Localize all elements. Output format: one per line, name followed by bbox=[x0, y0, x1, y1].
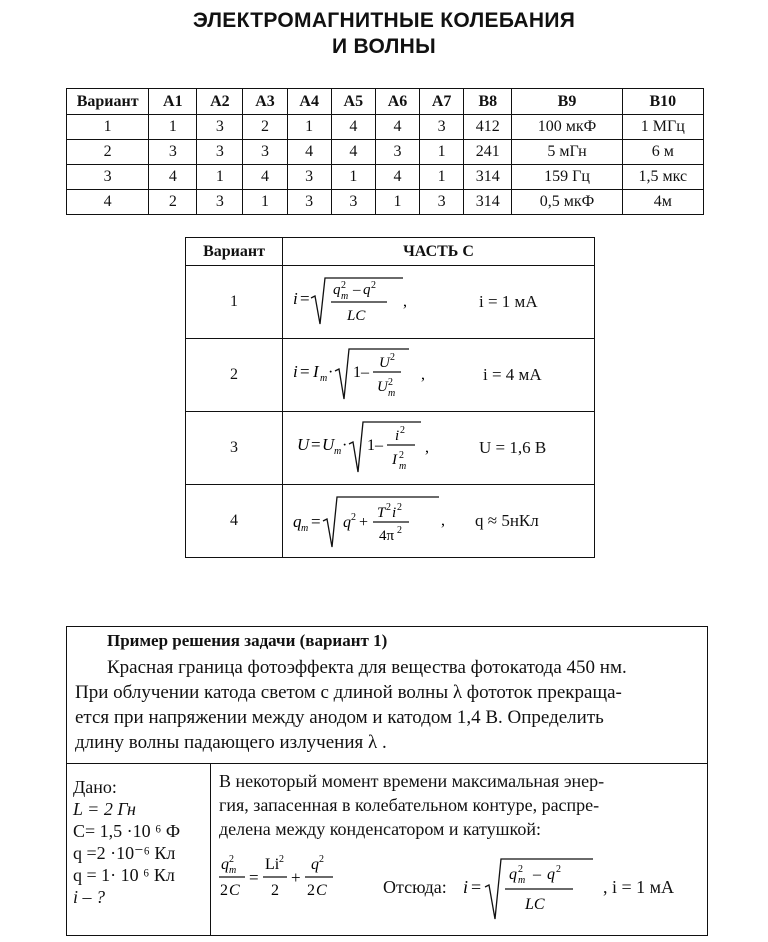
solution-line: В некоторый момент времени максимальная энер- bbox=[219, 771, 605, 791]
svg-text:=: = bbox=[471, 877, 482, 897]
formula-1 bbox=[291, 266, 471, 338]
table-header-row bbox=[67, 89, 704, 115]
svg-text:=: = bbox=[300, 289, 310, 308]
svg-text:q: q bbox=[509, 866, 517, 883]
formula-3 bbox=[291, 412, 471, 484]
svg-text:2: 2 bbox=[279, 854, 284, 865]
svg-text:–: – bbox=[353, 282, 361, 298]
svg-text:1: 1 bbox=[353, 364, 361, 381]
example-box bbox=[66, 626, 708, 936]
svg-text:q: q bbox=[343, 514, 351, 531]
svg-text:2: 2 bbox=[399, 450, 404, 461]
given-item: q = 1· 10 ⁶ Кл bbox=[73, 865, 175, 885]
variant-cell: 4 bbox=[186, 485, 283, 558]
svg-text:q: q bbox=[363, 282, 371, 298]
svg-text:2: 2 bbox=[397, 502, 402, 513]
header-cell: A1 bbox=[149, 89, 197, 115]
page-subtitle: И ВОЛНЫ bbox=[332, 35, 436, 58]
table-cell: 4 bbox=[375, 165, 419, 190]
table-cell: 6 м bbox=[622, 140, 703, 165]
table-cell: 159 Гц bbox=[512, 165, 622, 190]
table-cell: 1 bbox=[67, 115, 149, 140]
svg-text:i: i bbox=[395, 428, 400, 444]
formula-cell bbox=[283, 339, 595, 412]
svg-text:m: m bbox=[229, 865, 237, 876]
table-cell: 1 bbox=[197, 165, 243, 190]
formula-cell bbox=[283, 266, 595, 339]
table-cell: 1 bbox=[420, 165, 464, 190]
table-cell: 4 bbox=[149, 165, 197, 190]
svg-text:U: U bbox=[297, 435, 310, 454]
result-text: q ≈ 5нКл bbox=[475, 511, 539, 530]
svg-text:q: q bbox=[547, 866, 555, 883]
formula-4 bbox=[291, 485, 471, 557]
table-cell: 0,5 мкФ bbox=[512, 190, 622, 215]
header-cell: A2 bbox=[197, 89, 243, 115]
problem-line: ется при напряжении между анодом и катодом 1,4 В. Определить bbox=[75, 707, 604, 728]
svg-text:q: q bbox=[311, 856, 319, 873]
svg-text:2: 2 bbox=[388, 377, 393, 388]
svg-text:LC: LC bbox=[347, 308, 366, 324]
header-cell: A6 bbox=[375, 89, 419, 115]
table-cell: 100 мкФ bbox=[512, 115, 622, 140]
svg-text:U: U bbox=[379, 355, 390, 371]
problem-line: При облучении катода светом с длиной волны λ фототок прекраща- bbox=[75, 682, 622, 703]
svg-text:·: · bbox=[328, 364, 334, 381]
table-cell: 3 bbox=[375, 140, 419, 165]
table-cell: 1 bbox=[287, 115, 331, 140]
table-row bbox=[67, 140, 704, 165]
header-cell: B10 bbox=[622, 89, 703, 115]
svg-text:=: = bbox=[311, 435, 321, 454]
table-cell: 1 bbox=[375, 190, 419, 215]
svg-text:I: I bbox=[392, 452, 397, 468]
svg-text:U: U bbox=[377, 379, 388, 395]
svg-text:2: 2 bbox=[307, 882, 315, 899]
header-variant: Вариант bbox=[186, 238, 283, 266]
table-cell: 241 bbox=[464, 140, 512, 165]
table-cell: 3 bbox=[331, 190, 375, 215]
svg-text:m: m bbox=[334, 446, 342, 457]
table-cell: 4 bbox=[67, 190, 149, 215]
table-cell: 1 МГц bbox=[622, 115, 703, 140]
table-cell: 314 bbox=[464, 165, 512, 190]
svg-text:–: – bbox=[375, 437, 383, 454]
result-text: i = 1 мА bbox=[479, 292, 538, 311]
final-formula bbox=[461, 849, 601, 929]
table-cell: 2 bbox=[243, 115, 287, 140]
header-cell: Вариант bbox=[67, 89, 149, 115]
table-cell: 3 bbox=[420, 190, 464, 215]
svg-text:2: 2 bbox=[371, 280, 376, 291]
given-block bbox=[67, 764, 211, 935]
svg-text:2: 2 bbox=[229, 854, 234, 865]
table-cell: 2 bbox=[149, 190, 197, 215]
svg-text:2: 2 bbox=[556, 864, 561, 875]
final-result: , i = 1 мА bbox=[603, 877, 675, 897]
table-cell: 1,5 мкс bbox=[622, 165, 703, 190]
table-cell: 3 bbox=[243, 140, 287, 165]
table-cell: 3 bbox=[149, 140, 197, 165]
table-cell: 2 bbox=[67, 140, 149, 165]
svg-text:q: q bbox=[333, 282, 341, 298]
variant-cell: 1 bbox=[186, 266, 283, 339]
header-cell: A5 bbox=[331, 89, 375, 115]
svg-text:=: = bbox=[311, 512, 321, 531]
table-cell: 3 bbox=[197, 115, 243, 140]
given-item: L = 2 Гн bbox=[73, 799, 136, 819]
svg-text:q: q bbox=[293, 512, 302, 531]
svg-text:m: m bbox=[518, 875, 526, 886]
table-cell: 4м bbox=[622, 190, 703, 215]
table-row bbox=[186, 339, 595, 412]
svg-text:,: , bbox=[441, 512, 445, 529]
variant-cell: 3 bbox=[186, 412, 283, 485]
svg-text:m: m bbox=[320, 373, 328, 384]
svg-text:4π: 4π bbox=[379, 528, 395, 544]
given-label: Дано: bbox=[73, 777, 117, 797]
result-text: U = 1,6 В bbox=[479, 438, 547, 457]
svg-text:m: m bbox=[399, 461, 407, 472]
table-row bbox=[67, 165, 704, 190]
table-row bbox=[186, 412, 595, 485]
svg-text:q: q bbox=[221, 856, 229, 873]
svg-text:1: 1 bbox=[367, 437, 375, 454]
table-cell: 4 bbox=[243, 165, 287, 190]
table-cell: 3 bbox=[197, 190, 243, 215]
svg-text:2: 2 bbox=[400, 425, 405, 436]
problem-line: длину волны падающего излучения λ . bbox=[75, 732, 387, 753]
svg-text:i: i bbox=[392, 505, 397, 521]
svg-text:C: C bbox=[229, 882, 240, 899]
svg-text:,: , bbox=[425, 439, 429, 456]
energy-equation bbox=[217, 845, 347, 915]
table-row bbox=[67, 190, 704, 215]
svg-text:2: 2 bbox=[386, 502, 391, 513]
svg-text:+: + bbox=[359, 514, 369, 531]
svg-text:–: – bbox=[361, 364, 369, 381]
formula-cell bbox=[283, 485, 595, 558]
svg-text:2: 2 bbox=[319, 854, 324, 865]
svg-text:2: 2 bbox=[341, 280, 346, 291]
svg-text:=: = bbox=[300, 362, 310, 381]
result-text: i = 4 мА bbox=[483, 365, 542, 384]
header-cell: B9 bbox=[512, 89, 622, 115]
formula-cell bbox=[283, 412, 595, 485]
svg-text:i: i bbox=[463, 877, 469, 897]
given-item: C= 1,5 ·10 ⁶ Ф bbox=[73, 821, 181, 841]
svg-text:,: , bbox=[421, 366, 425, 383]
table-cell: 412 bbox=[464, 115, 512, 140]
svg-text:m: m bbox=[341, 291, 349, 302]
svg-text:·: · bbox=[342, 437, 348, 454]
svg-text:2: 2 bbox=[397, 525, 402, 536]
part-c-table bbox=[185, 237, 595, 558]
answers-table bbox=[66, 88, 704, 215]
svg-text:i: i bbox=[293, 289, 298, 308]
svg-text:U: U bbox=[322, 435, 335, 454]
svg-text:m: m bbox=[301, 523, 309, 534]
table-cell: 4 bbox=[331, 140, 375, 165]
header-part-c: ЧАСТЬ С bbox=[283, 238, 595, 266]
table-cell: 4 bbox=[287, 140, 331, 165]
table-cell: 3 bbox=[287, 165, 331, 190]
svg-text:=: = bbox=[249, 868, 259, 887]
table-row bbox=[67, 115, 704, 140]
header-cell: A7 bbox=[420, 89, 464, 115]
svg-text:2: 2 bbox=[390, 352, 395, 363]
solution-line: гия, запасенная в колебательном контуре, распре- bbox=[219, 795, 600, 815]
svg-text:i: i bbox=[293, 362, 298, 381]
svg-text:I: I bbox=[313, 362, 319, 381]
header-cell: A3 bbox=[243, 89, 287, 115]
svg-text:2: 2 bbox=[271, 882, 279, 899]
table-row bbox=[186, 485, 595, 558]
header-cell: B8 bbox=[464, 89, 512, 115]
svg-text:LC: LC bbox=[525, 896, 545, 913]
table-cell: 1 bbox=[331, 165, 375, 190]
table-cell: 1 bbox=[420, 140, 464, 165]
table-cell: 314 bbox=[464, 190, 512, 215]
svg-text:m: m bbox=[388, 388, 396, 399]
given-item: i – ? bbox=[73, 887, 106, 907]
table-cell: 5 мГн bbox=[512, 140, 622, 165]
formula-2 bbox=[291, 339, 471, 411]
otsyuda-label: Отсюда: bbox=[383, 877, 447, 897]
svg-text:,: , bbox=[403, 293, 407, 310]
problem-line: Красная граница фотоэффекта для вещества фотокатода 450 нм. bbox=[107, 657, 627, 678]
svg-text:2: 2 bbox=[351, 512, 356, 523]
table-cell: 3 bbox=[420, 115, 464, 140]
svg-text:C: C bbox=[316, 882, 327, 899]
svg-text:2: 2 bbox=[518, 864, 523, 875]
header-cell: A4 bbox=[287, 89, 331, 115]
table-cell: 4 bbox=[331, 115, 375, 140]
table-header-row bbox=[186, 238, 595, 266]
example-header bbox=[67, 627, 707, 764]
example-problem-text bbox=[75, 655, 697, 755]
variant-cell: 2 bbox=[186, 339, 283, 412]
table-row bbox=[186, 266, 595, 339]
svg-text:Li: Li bbox=[265, 856, 280, 873]
table-cell: 3 bbox=[67, 165, 149, 190]
given-item: q =2 ·10⁻⁶ Кл bbox=[73, 843, 176, 863]
svg-text:T: T bbox=[377, 505, 386, 521]
example-title: Пример решения задачи (вариант 1) bbox=[107, 631, 388, 650]
solution-line: делена между конденсатором и катушкой: bbox=[219, 819, 541, 839]
svg-text:2: 2 bbox=[220, 882, 228, 899]
svg-text:–: – bbox=[533, 866, 541, 883]
table-cell: 1 bbox=[149, 115, 197, 140]
table-cell: 3 bbox=[287, 190, 331, 215]
svg-text:+: + bbox=[291, 868, 301, 887]
page-title: ЭЛЕКТРОМАГНИТНЫЕ КОЛЕБАНИЯ bbox=[192, 9, 576, 32]
table-cell: 1 bbox=[243, 190, 287, 215]
table-cell: 4 bbox=[375, 115, 419, 140]
solution-block bbox=[219, 769, 699, 841]
table-cell: 3 bbox=[197, 140, 243, 165]
